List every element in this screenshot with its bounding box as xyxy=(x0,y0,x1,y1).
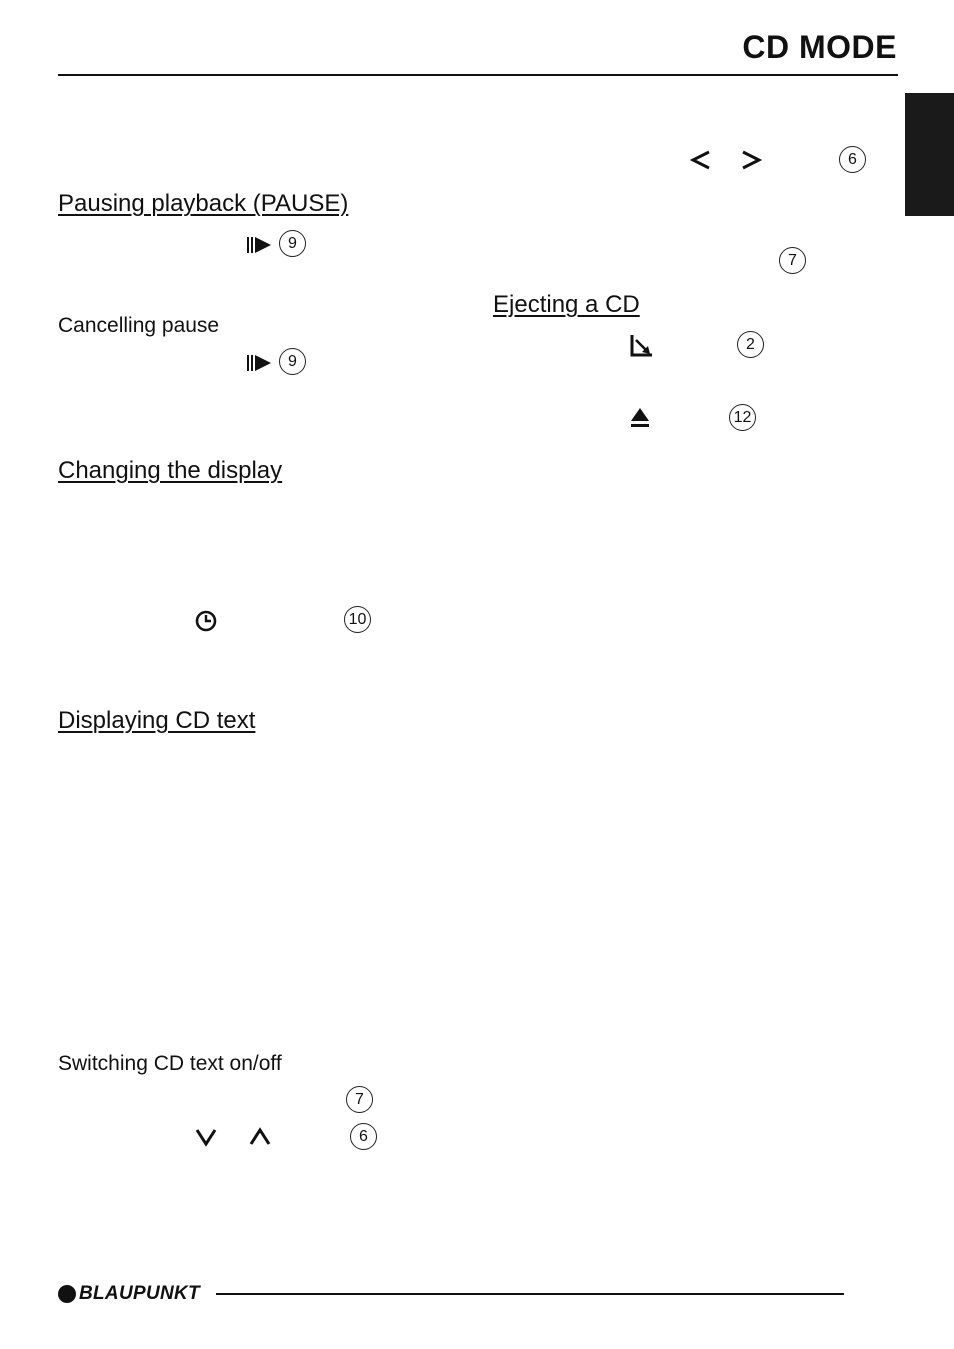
button-number-circle: 9 xyxy=(279,348,306,375)
arrow-down-icon xyxy=(194,1127,218,1147)
eject-icon xyxy=(629,406,651,430)
brand-name: BLAUPUNKT xyxy=(79,1283,200,1304)
arrow-up-icon xyxy=(248,1127,272,1147)
subheading-cancelling-pause: Cancelling pause xyxy=(58,314,220,337)
flip-release-icon xyxy=(629,333,655,359)
logo-dot xyxy=(58,1285,76,1303)
button-number-circle: 7 xyxy=(779,247,806,274)
heading-changing-display: Changing the display xyxy=(58,457,283,484)
brand-logo xyxy=(58,1283,200,1305)
arrow-right-icon xyxy=(740,149,762,171)
chapter-tab-marker xyxy=(905,93,954,216)
heading-ejecting-cd: Ejecting a CD xyxy=(493,291,640,318)
button-number-circle: 7 xyxy=(346,1086,373,1113)
button-number-circle: 9 xyxy=(279,230,306,257)
button-number-circle: 12 xyxy=(729,404,756,431)
button-number-circle: 10 xyxy=(344,606,371,633)
clock-icon xyxy=(195,610,217,632)
play-pause-icon xyxy=(247,354,272,372)
play-pause-icon xyxy=(247,236,272,254)
subheading-switching-cd-text: Switching CD text on/off xyxy=(58,1052,282,1075)
heading-displaying-cd-text: Displaying CD text xyxy=(58,707,256,734)
button-number-circle: 6 xyxy=(839,146,866,173)
header-divider xyxy=(58,74,898,76)
page-title: CD MODE xyxy=(742,29,897,65)
button-number-circle: 2 xyxy=(737,331,764,358)
footer-divider xyxy=(216,1293,844,1295)
button-number-circle: 6 xyxy=(350,1123,377,1150)
arrow-left-icon xyxy=(690,149,712,171)
heading-pausing-playback: Pausing playback (PAUSE) xyxy=(58,190,349,217)
